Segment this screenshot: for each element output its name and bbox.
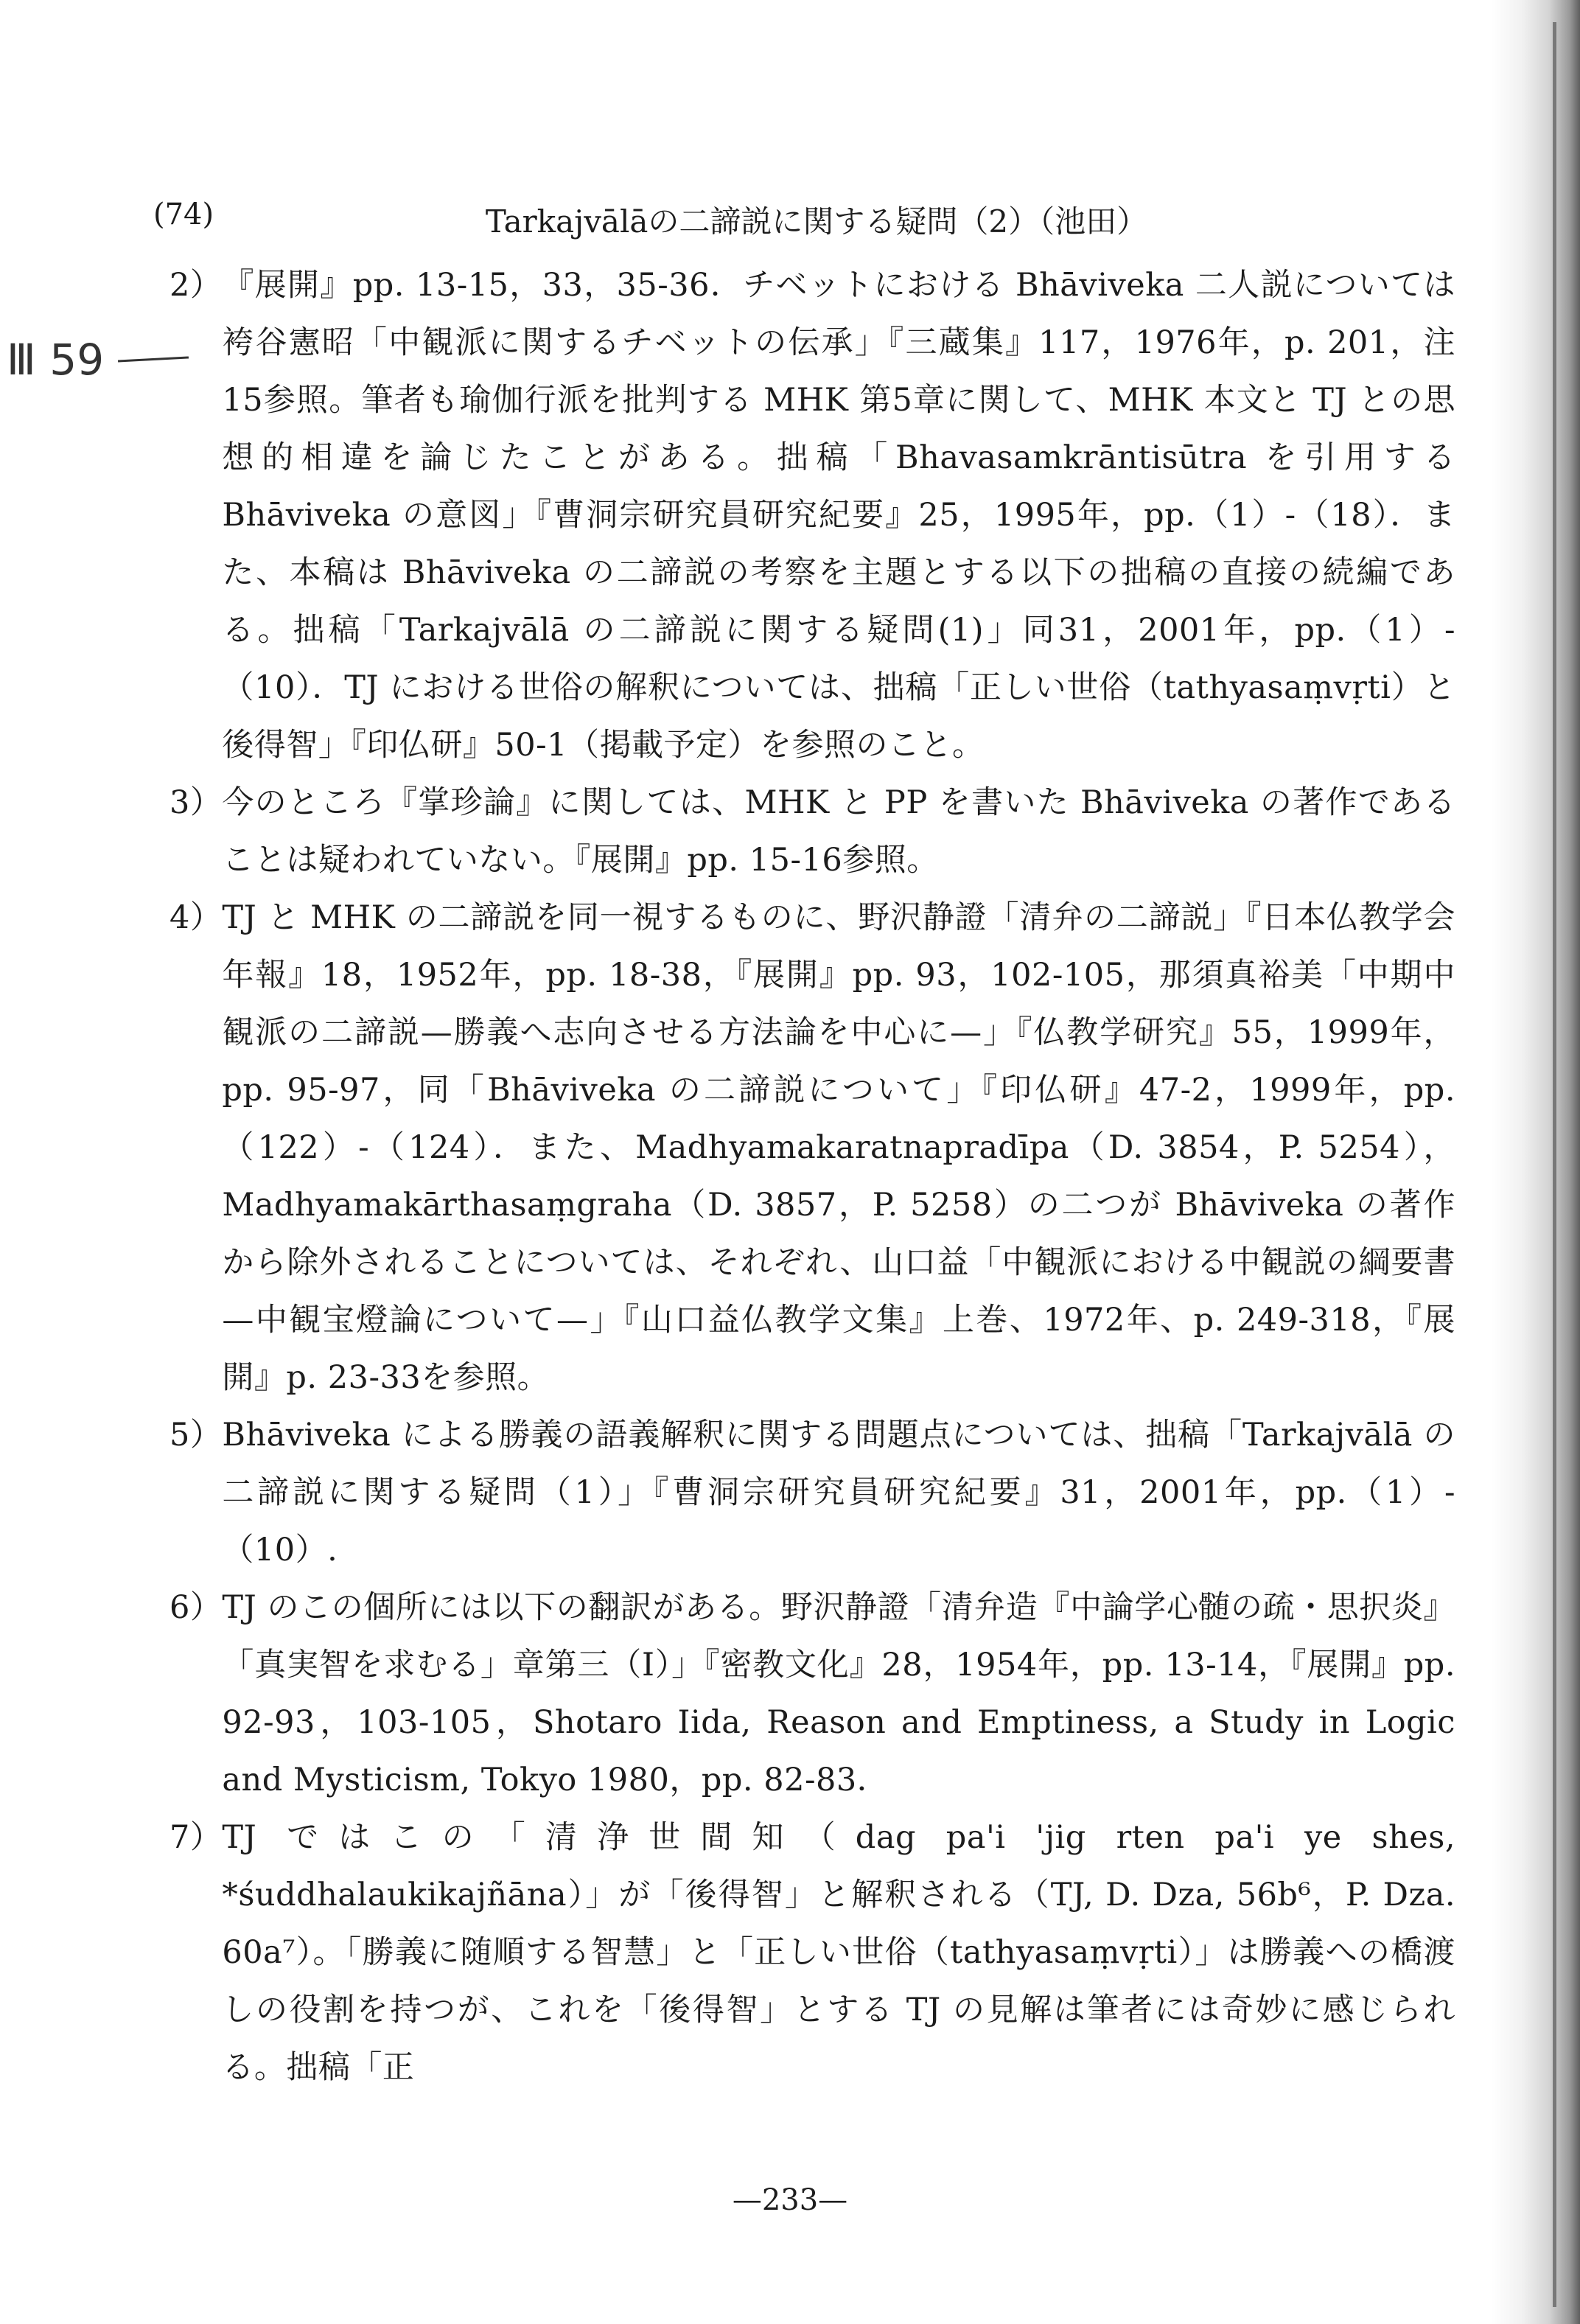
footnote-text: Bhāviveka による勝義の語義解釈に関する問題点については、拙稿「Tarkajvālā の二諦説に関する疑問（1）」『曹洞宗研究員研究紀要』31，2001年，pp.（1）-（10）. [222, 1417, 1455, 1568]
header-page-number: (74) [153, 198, 214, 231]
footnote-text: 『展開』pp. 13-15，33，35-36．チベットにおける Bhāviveka 二人説については袴谷憲昭「中観派に関するチベットの伝承」『三蔵集』117，1976年，p. 201，注15参照。筆者も瑜伽行派を批判する MHK 第5章に関して、MHK 本文と TJ との思想的相違を論じたことがある。拙稿「Bhavasamkrāntisūtra を引用する Bhāviveka の意図」『曹洞宗研究員研究紀要』25，1995年，pp.（1）-（18）．また、本稿は Bhāviveka の二諦説の考察を主題とする以下の拙稿の直接の続編である。拙稿「Tarkajvālā の二諦説に関する疑問(1)」同31，2001年，pp.（1）-（10）．TJ における世俗の解釈については、拙稿「正しい世俗（tathyasaṃvṛti）と後得智」『印仏研』50-1（掲載予定）を参照のこと。 [222, 267, 1455, 764]
footnote-number: 7） [169, 1819, 223, 1856]
footnote-6 [169, 1579, 1455, 1809]
footnote-number: 6） [169, 1589, 223, 1626]
footnote-5 [169, 1406, 1455, 1579]
footnote-number: 2） [169, 267, 223, 304]
handwritten-margin-note: Ⅲ 59 [6, 335, 105, 385]
page-edge-shadow [1492, 0, 1580, 2324]
footnote-text: 今のところ『掌珍論』に関しては、MHK と PP を書いた Bhāviveka の著作であることは疑われていない。『展開』pp. 15-16参照。 [222, 784, 1455, 879]
footnote-7 [169, 1809, 1455, 2096]
footnote-3 [169, 774, 1455, 889]
footnote-text: TJ のこの個所には以下の翻訳がある。野沢静證「清弁造『中論学心髄の疏・思択炎』「真実智を求むる」章第三（I）」『密教文化』28，1954年，pp. 13-14，『展開』pp. 92-93，103-105，Shotaro Iida, Reason and Emptiness, a Study in Logic and Mysticism, Tokyo 1980，pp. 82-83． [222, 1589, 1455, 1798]
header-title: Tarkajvālāの二諦説に関する疑問（2）（池田） [485, 203, 1148, 240]
running-header [153, 198, 1480, 242]
page-footer-number: —233— [732, 2183, 848, 2217]
footnote-text: TJ と MHK の二諦説を同一視するものに、野沢静證「清弁の二諦説」『日本仏教学会年報』18，1952年，pp. 18-38，『展開』pp. 93，102-105，那須真裕美「中期中観派の二諦説—勝義へ志向させる方法論を中心に—」『仏教学研究』55，1999年，pp. 95-97，同「Bhāviveka の二諦説について」『印仏研』47-2，1999年，pp.（122）-（124）．また、Madhyamakaratnapradīpa（D. 3854，P. 5254），Madhyamakārthasaṃgraha（D. 3857，P. 5258）の二つが Bhāviveka の著作から除外されることについては、それぞれ、山口益「中観派における中観説の綱要書—中観宝燈論について—」『山口益仏教学文集』上巻、1972年、p. 249-318，『展開』p. 23-33を参照。 [222, 899, 1455, 1396]
footnote-2 [169, 257, 1455, 774]
page-edge-line [1553, 22, 1556, 2307]
footnote-text: TJ ではこの「清浄世間知（dag pa'i 'jig rten pa'i ye shes, *śuddhalaukikajñāna）」が「後得智」と解釈される（TJ, D. Dza, 56b⁶，P. Dza. 60a⁷）。「勝義に随順する智慧」と「正しい世俗（tathyasaṃvṛti）」は勝義への橋渡しの役割を持つが、これを「後得智」とする TJ の見解は筆者には奇妙に感じられる。拙稿「正 [222, 1819, 1455, 2086]
footnote-number: 4） [169, 899, 223, 936]
footnote-4 [169, 889, 1455, 1406]
footnote-number: 5） [169, 1417, 223, 1454]
footnotes-list [169, 257, 1455, 2096]
footnote-number: 3） [169, 784, 223, 821]
